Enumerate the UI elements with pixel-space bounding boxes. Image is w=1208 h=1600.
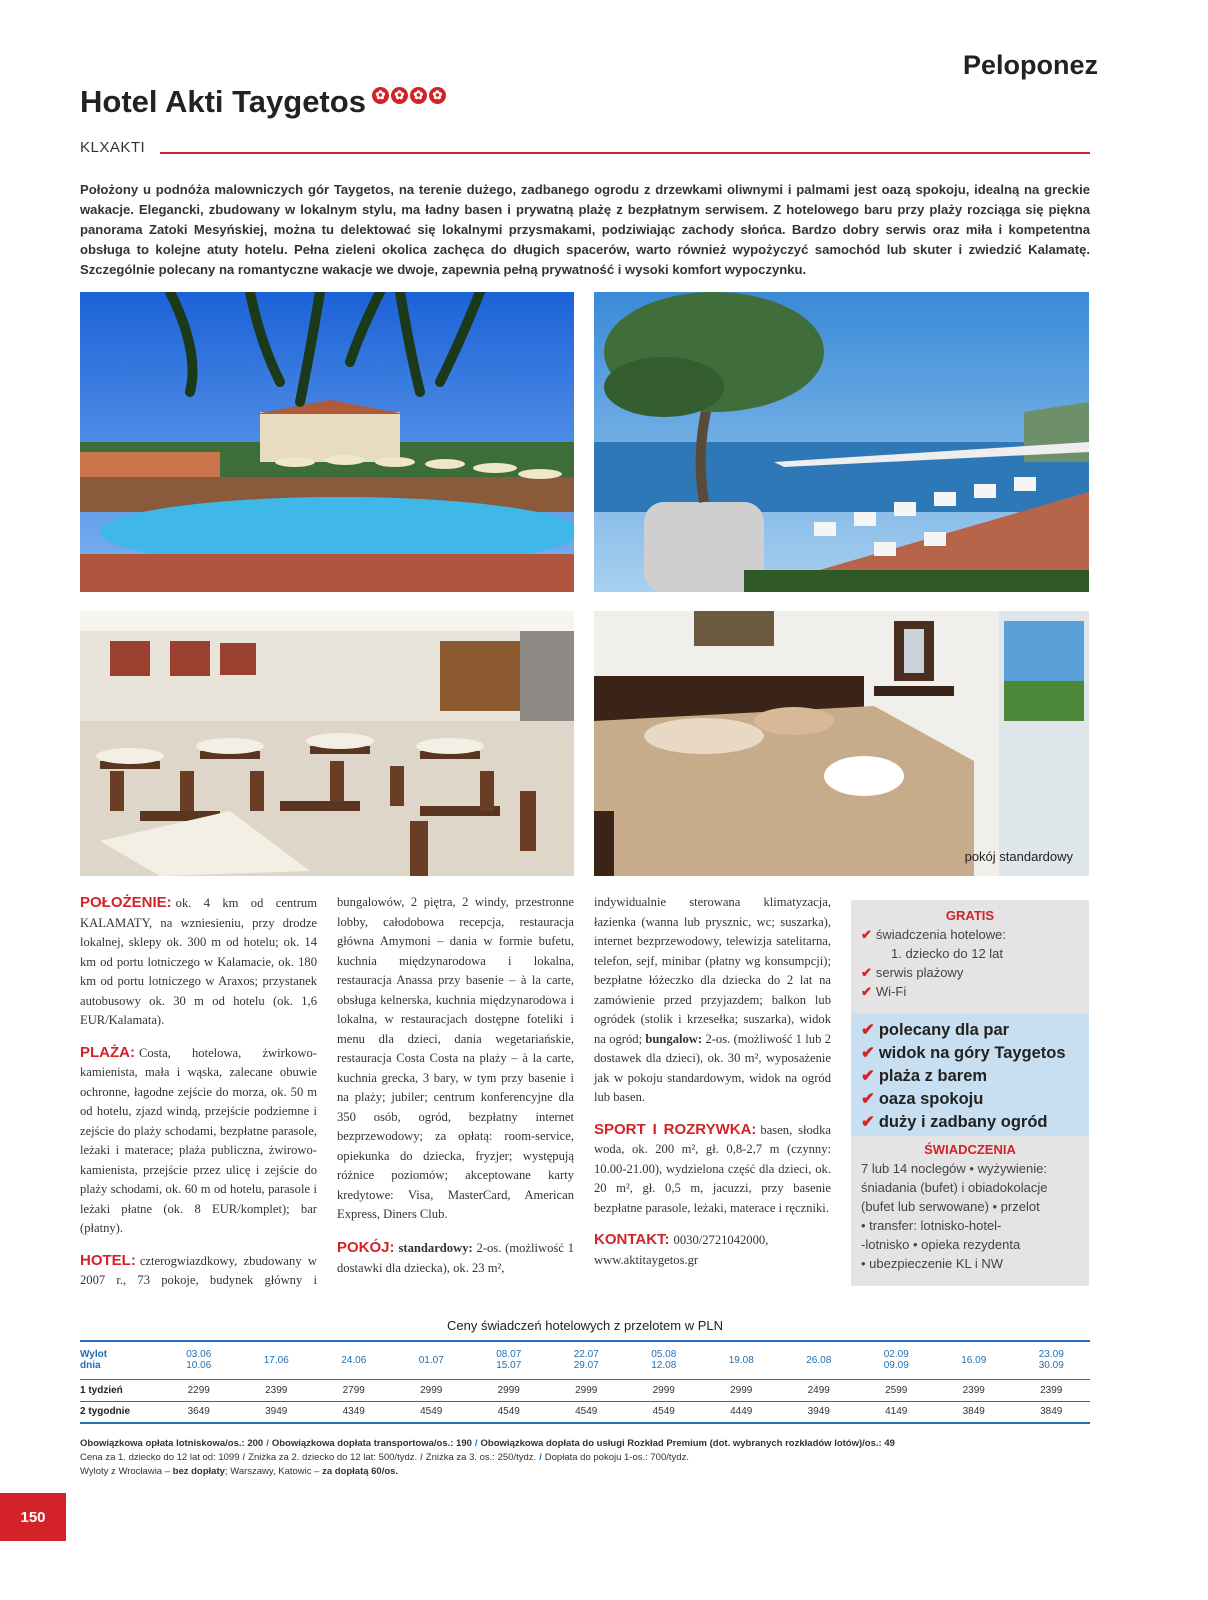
price-cell: 4349 <box>315 1401 393 1423</box>
price-cell: 2399 <box>1013 1379 1091 1401</box>
pokoj-tail: indywidualnie sterowana klimatyzacja, łazienka (wanna lub prysznic, wc; suszarka), internet bezprzewodowy, telewizja satelitarna, telefon, sejf, minibar (płatny wg konsumpcji); bezpłatne łóżeczko dla dziecka do 2 lat na zamówienie przed przyjazdem; balkon lub ogródek (stolik i krzesełka; suszarka), widok na ogród; <box>594 895 831 1046</box>
hotel-stars <box>372 87 446 104</box>
gratis-item: ✔ serwis plażowy <box>861 965 964 980</box>
highlight-item: ✔ widok na góry Taygetos <box>861 1044 1066 1062</box>
hotel-name: Hotel Akti Taygetos <box>80 84 366 119</box>
departure-date: 17.06 <box>238 1341 316 1379</box>
departure-date: 24.06 <box>315 1341 393 1379</box>
photo-pool <box>80 292 574 592</box>
departure-date: 08.07 15.07 <box>470 1341 548 1379</box>
region-title: Peloponez <box>962 50 1098 80</box>
section-kontakt: KONTAKT: 0030/2721042000, www.aktitaygetos.gr <box>594 1231 769 1267</box>
price-cell: 3649 <box>160 1401 238 1423</box>
price-table-title: Ceny świadczeń hotelowych z przelotem w PLN <box>446 1318 723 1333</box>
departure-date: 02.09 09.09 <box>858 1341 936 1379</box>
star-icon: ✿ <box>429 87 446 104</box>
departure-date: 01.07 <box>393 1341 471 1379</box>
price-cell: 2999 <box>703 1379 781 1401</box>
gratis-item: ✔ świadczenia hotelowe: <box>861 927 1006 942</box>
star-icon: ✿ <box>391 87 408 104</box>
gratis-subitem: 1. dziecko do 12 lat <box>891 946 1004 961</box>
highlight-item: ✔ duży i zadbany ogród <box>861 1113 1048 1131</box>
price-row <box>80 1401 1090 1423</box>
section-polozenie: POŁOŻENIE: ok. 4 km od centrum KALAMATY, na wzniesieniu, przy drodze lokalnej, sklepy ok. 300 m od hotelu; ok. 14 km od portu lotniczego w Kalamacie, ok. 180 km od portu lotniczego w Araxos; przystanek autobusowy ok. 30 m od hotelu (ok. 1,6 EUR/Kalamata). <box>80 894 317 1027</box>
price-cell: 2999 <box>393 1379 471 1401</box>
price-cell: 3849 <box>935 1401 1013 1423</box>
check-icon: ✔ <box>861 984 872 999</box>
price-cell: 2999 <box>625 1379 703 1401</box>
swiadczenia-line: -lotnisko • opieka rezydenta <box>861 1237 1021 1252</box>
highlight-item: ✔ polecany dla par <box>861 1021 1010 1039</box>
text-column-2 <box>337 893 574 1290</box>
notes-line-3: Wyloty z Wrocławia – bez dopłaty; Warszawy, Katowic – za dopłatą 60/os. <box>80 1466 399 1477</box>
swiadczenia-line: śniadania (bufet) i obiadokolacje <box>861 1180 1048 1195</box>
photo-restaurant <box>80 611 574 876</box>
price-row-label: 1 tydzień <box>80 1379 160 1401</box>
price-cell: 2799 <box>315 1379 393 1401</box>
swiadczenia-line: (bufet lub serwowane) • przelot <box>861 1199 1040 1214</box>
section-hotel-cont: bungalowów, 2 piętra, 2 windy, przestronne lobby, całodobowa recepcja, restauracja główna Amymoni – dania w formie bufetu, kuchnia międzynarodowa i lokalna, restauracja Anassa przy basenie – à la carte, obsługa kelnerska, kuchnia międzynarodowa i lokalna, w restauracjach dostępne foteliki i menu dla dzieci, dania wegetariańskie, restauracja Costa Costa na plaży – à la carte, kuchnia grecka, 3 bary, w tym przy basenie i na plaży; jubiler; centrum konferencyjne dla 350 osób, ogród, bezpłatny internet bezprzewodowy; za opłatą: room-service, opiekunka do dziecka, fryzjer; występują różnice poziomów; akceptowane karty kredytowe: Visa, MasterCard, American Express, Diners Club. <box>337 895 574 1221</box>
price-table <box>80 1340 1090 1424</box>
departure-date: 16.09 <box>935 1341 1013 1379</box>
departure-date: 23.09 30.09 <box>1013 1341 1091 1379</box>
highlights-box <box>851 1013 1089 1136</box>
section-plaza: PLAŻA: Costa, hotelowa, żwirkowo-kamienista, mała i wąska, zalecane obuwie ochronne, łagodne zejście do morza, ok. 50 m od hotelu, zjazd windą, przejście podziemne i zejście do plaży schodami, bezpłatne parasole, leżaki i materace; plaża publiczna, żwirowo-kamienista, przejście przez ulicę i zejście do plaży schodami, ok. 60 m od hotelu, parasole i leżaki płatne (ok. 8 EUR/komplet); bar (płatny). <box>80 1043 317 1235</box>
text-column-1 <box>80 893 317 1303</box>
star-icon: ✿ <box>372 87 389 104</box>
check-icon: ✔ <box>861 965 872 980</box>
gratis-box <box>851 900 1089 1013</box>
departure-date: 26.08 <box>780 1341 858 1379</box>
info-box <box>851 900 1089 1286</box>
price-cell: 3849 <box>1013 1401 1091 1423</box>
price-cell: 2999 <box>548 1379 626 1401</box>
price-cell: 2999 <box>470 1379 548 1401</box>
departure-date: 19.08 <box>703 1341 781 1379</box>
hotel-title <box>80 84 446 120</box>
hotel-code: KLXAKTI <box>80 139 146 156</box>
price-cell: 4449 <box>703 1401 781 1423</box>
page-number: 150 <box>0 1493 66 1541</box>
departure-date: 22.07 29.07 <box>548 1341 626 1379</box>
swiadczenia-box <box>851 1136 1089 1286</box>
price-cell: 4149 <box>858 1401 936 1423</box>
price-header-row <box>80 1341 1090 1379</box>
price-cell: 4549 <box>548 1401 626 1423</box>
price-cell: 2399 <box>935 1379 1013 1401</box>
check-icon: ✔ <box>861 1067 875 1085</box>
departure-date: 03.06 10.06 <box>160 1341 238 1379</box>
check-icon: ✔ <box>861 1044 875 1062</box>
section-pokoj: POKÓJ: standardowy: 2-os. (możliwość 1 dostawki dla dziecka), ok. 23 m², <box>337 1239 574 1275</box>
price-cell: 2399 <box>238 1379 316 1401</box>
price-row-label: 2 tygodnie <box>80 1401 160 1423</box>
highlight-item: ✔ plaża z barem <box>861 1067 988 1085</box>
swiadczenia-line: • ubezpieczenie KL i NW <box>861 1256 1004 1271</box>
photo-caption: pokój standardowy <box>964 849 1073 864</box>
gratis-heading: GRATIS <box>945 908 995 923</box>
check-icon: ✔ <box>861 927 872 942</box>
price-cell: 2499 <box>780 1379 858 1401</box>
notes-line-2: Cena za 1. dziecko do 12 lat od: 1099 / Zniżka za 2. dziecko do 12 lat: 500/tydz. / Zniżka za 3. os.: 250/tydz. / Dopłata do pokoju 1-os.: 700/tydz. <box>80 1452 689 1463</box>
text-column-3 <box>594 893 831 1282</box>
check-icon: ✔ <box>861 1090 875 1108</box>
price-cell: 2299 <box>160 1379 238 1401</box>
price-notes <box>80 1437 1090 1479</box>
price-cell: 3949 <box>238 1401 316 1423</box>
price-cell: 4549 <box>393 1401 471 1423</box>
photo-room <box>594 611 1089 876</box>
swiadczenia-heading: ŚWIADCZENIA <box>924 1142 1016 1157</box>
intro-text: Położony u podnóża malowniczych gór Taygetos, na terenie dużego, zadbanego ogrodu z drzewkami oliwnymi i palmami jest oazą spokoju, idealną na greckie wakacje. Elegancki, zbudowany w lokalnym stylu, ma ładny basen i prywatną plażę z bezpłatnym serwisem. Z hotelowego baru przy plaży rozciąga się piękna panorama Zatoki Mesyńskiej, można tu delektować się lokalnymi przysmakami, podziwiając zachody słońca. Bardzo dobry serwis oraz miła i kompetentna obsługa to kolejne atuty hotelu. Pełna zieleni okolica zachęca do długich spacerów, warto również wypożyczyć samochód lub skuter i zwiedzić Kalamatę. Szczególnie polecany na romantyczne wakacje we dwoje, zapewnia pełną prywatność i wysoki komfort wypoczynku. <box>80 182 1090 277</box>
price-cell: 3949 <box>780 1401 858 1423</box>
title-divider <box>160 152 1090 154</box>
photo-terrace <box>594 292 1089 592</box>
price-cell: 4549 <box>470 1401 548 1423</box>
price-cell: 2599 <box>858 1379 936 1401</box>
notes-line-1: Obowiązkowa opłata lotniskowa/os.: 200 / Obowiązkowa dopłata transportowa/os.: 190 / Obowiązkowa dopłata do usługi Rozkład Premium (dot. wybranych rozkładów lotów)/os.: 49 <box>80 1438 895 1449</box>
highlight-item: ✔ oaza spokoju <box>861 1090 984 1108</box>
price-cell: 4549 <box>625 1401 703 1423</box>
section-pokoj-cont: indywidualnie sterowana klimatyzacja, łazienka (wanna lub prysznic, wc; suszarka), internet bezprzewodowy, telewizja satelitarna, telefon, sejf, minibar (płatny wg konsumpcji); bezpłatne łóżeczko dla dziecka do 2 lat na zamówienie przed przyjazdem; balkon lub ogródek (stolik i krzesełka; suszarka), widok na ogród; bungalow: 2-os. (możliwość 1 lub 2 dostawek dla dzieci), ok. 30 m², wyposażenie jak w pokoju standardowym, widok na ogród lub basen. <box>594 895 831 1104</box>
section-hotel: HOTEL: czterogwiazdkowy, zbudowany w 2007 r., 73 pokoje, budynek główny i <box>80 1251 317 1287</box>
departure-date: 05.08 12.08 <box>625 1341 703 1379</box>
price-row <box>80 1379 1090 1401</box>
check-icon: ✔ <box>861 1113 875 1131</box>
departure-label: Wylot dnia <box>80 1341 160 1379</box>
check-icon: ✔ <box>861 1021 875 1039</box>
star-icon: ✿ <box>410 87 427 104</box>
section-sport: SPORT I ROZRYWKA: basen, słodka woda, ok. 200 m², gł. 0,8-2,7 m (czynny: 10.00-21.00), wydzielona część dla dzieci, ok. 20 m², gł. 0,5 m, jacuzzi, przy basenie bezpłatne parasole, leżaki, materace i ręczniki. <box>594 1120 831 1215</box>
swiadczenia-line: 7 lub 14 noclegów • wyżywienie: <box>861 1161 1047 1176</box>
gratis-item: ✔ Wi-Fi <box>861 984 907 999</box>
swiadczenia-line: • transfer: lotnisko-hotel- <box>861 1218 1002 1233</box>
